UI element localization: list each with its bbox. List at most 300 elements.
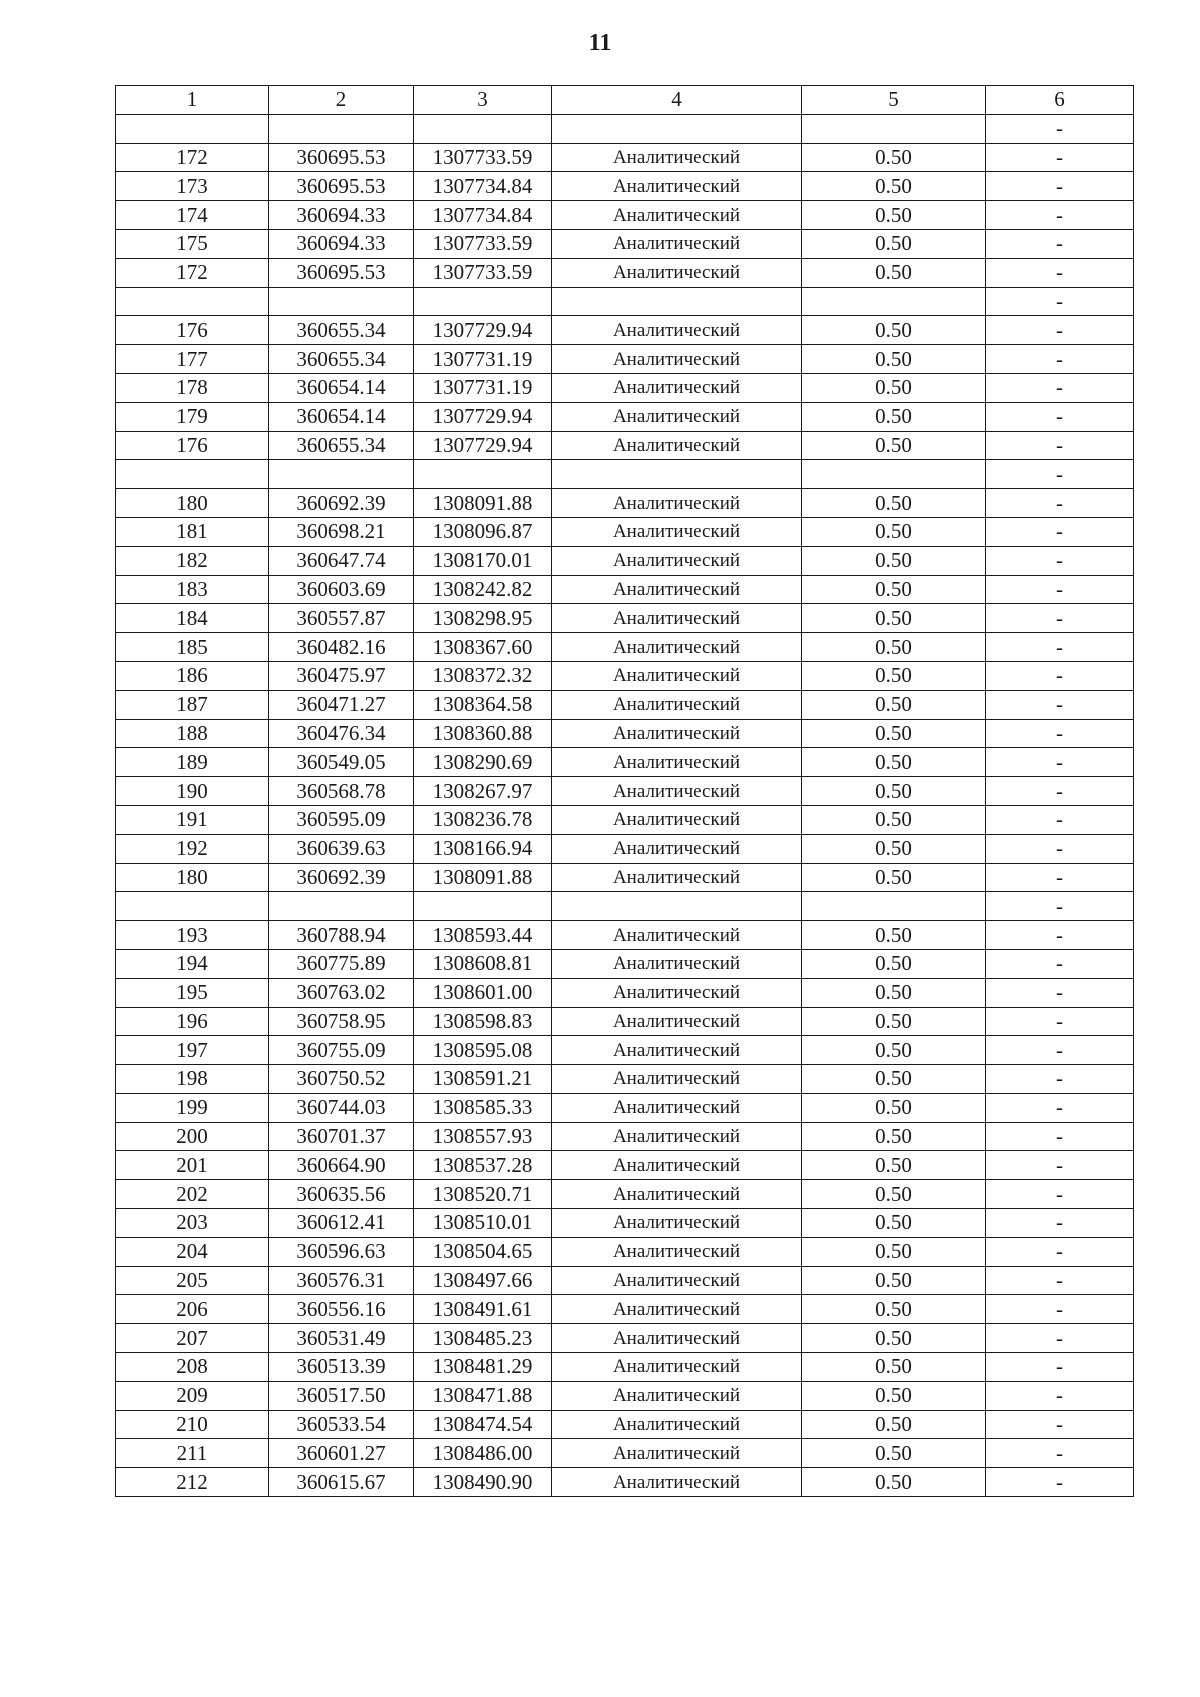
table-row bbox=[116, 690, 1134, 719]
table-row bbox=[116, 575, 1134, 604]
accuracy-cell bbox=[802, 287, 986, 316]
method-cell: Аналитический bbox=[552, 258, 802, 287]
table-row bbox=[116, 892, 1134, 921]
accuracy-cell: 0.50 bbox=[802, 402, 986, 431]
method-cell: Аналитический bbox=[552, 777, 802, 806]
method-cell: Аналитический bbox=[552, 748, 802, 777]
method-cell: Аналитический bbox=[552, 201, 802, 230]
table-row bbox=[116, 517, 1134, 546]
accuracy-cell: 0.50 bbox=[802, 1209, 986, 1238]
point-number-cell: 178 bbox=[116, 373, 269, 402]
accuracy-cell: 0.50 bbox=[802, 661, 986, 690]
x-coordinate-cell: 360531.49 bbox=[269, 1324, 414, 1353]
table-row bbox=[116, 1065, 1134, 1094]
description-cell: - bbox=[986, 604, 1134, 633]
method-cell: Аналитический bbox=[552, 1381, 802, 1410]
table-row bbox=[116, 114, 1134, 143]
description-cell: - bbox=[986, 431, 1134, 460]
table-row bbox=[116, 1209, 1134, 1238]
y-coordinate-cell: 1307731.19 bbox=[414, 373, 552, 402]
accuracy-cell: 0.50 bbox=[802, 1468, 986, 1497]
method-cell: Аналитический bbox=[552, 1439, 802, 1468]
y-coordinate-cell: 1308474.54 bbox=[414, 1410, 552, 1439]
accuracy-cell: 0.50 bbox=[802, 373, 986, 402]
y-coordinate-cell: 1308298.95 bbox=[414, 604, 552, 633]
description-cell: - bbox=[986, 892, 1134, 921]
x-coordinate-cell bbox=[269, 287, 414, 316]
x-coordinate-cell: 360654.14 bbox=[269, 373, 414, 402]
method-cell: Аналитический bbox=[552, 489, 802, 518]
method-cell: Аналитический bbox=[552, 949, 802, 978]
accuracy-cell: 0.50 bbox=[802, 1439, 986, 1468]
accuracy-cell: 0.50 bbox=[802, 690, 986, 719]
x-coordinate-cell: 360639.63 bbox=[269, 834, 414, 863]
accuracy-cell: 0.50 bbox=[802, 258, 986, 287]
x-coordinate-cell: 360612.41 bbox=[269, 1209, 414, 1238]
x-coordinate-cell: 360596.63 bbox=[269, 1237, 414, 1266]
table-row bbox=[116, 373, 1134, 402]
x-coordinate-cell: 360775.89 bbox=[269, 949, 414, 978]
method-cell: Аналитический bbox=[552, 1151, 802, 1180]
y-coordinate-cell: 1308166.94 bbox=[414, 834, 552, 863]
point-number-cell: 196 bbox=[116, 1007, 269, 1036]
y-coordinate-cell: 1308471.88 bbox=[414, 1381, 552, 1410]
accuracy-cell bbox=[802, 460, 986, 489]
point-number-cell: 200 bbox=[116, 1122, 269, 1151]
x-coordinate-cell: 360695.53 bbox=[269, 258, 414, 287]
table-row bbox=[116, 978, 1134, 1007]
point-number-cell: 172 bbox=[116, 143, 269, 172]
method-cell: Аналитический bbox=[552, 575, 802, 604]
accuracy-cell bbox=[802, 114, 986, 143]
description-cell: - bbox=[986, 1468, 1134, 1497]
accuracy-cell bbox=[802, 892, 986, 921]
table-row bbox=[116, 949, 1134, 978]
x-coordinate-cell: 360758.95 bbox=[269, 1007, 414, 1036]
y-coordinate-cell: 1308367.60 bbox=[414, 633, 552, 662]
point-number-cell: 191 bbox=[116, 805, 269, 834]
description-cell: - bbox=[986, 748, 1134, 777]
header-cell-col-4: 4 bbox=[552, 86, 802, 115]
point-number-cell: 209 bbox=[116, 1381, 269, 1410]
table-row bbox=[116, 1007, 1134, 1036]
x-coordinate-cell: 360603.69 bbox=[269, 575, 414, 604]
point-number-cell: 183 bbox=[116, 575, 269, 604]
description-cell: - bbox=[986, 1237, 1134, 1266]
point-number-cell: 185 bbox=[116, 633, 269, 662]
description-cell: - bbox=[986, 1151, 1134, 1180]
table-row bbox=[116, 1237, 1134, 1266]
x-coordinate-cell: 360655.34 bbox=[269, 316, 414, 345]
x-coordinate-cell: 360698.21 bbox=[269, 517, 414, 546]
y-coordinate-cell bbox=[414, 460, 552, 489]
accuracy-cell: 0.50 bbox=[802, 1036, 986, 1065]
accuracy-cell: 0.50 bbox=[802, 633, 986, 662]
method-cell: Аналитический bbox=[552, 402, 802, 431]
y-coordinate-cell: 1308497.66 bbox=[414, 1266, 552, 1295]
description-cell: - bbox=[986, 777, 1134, 806]
method-cell: Аналитический bbox=[552, 690, 802, 719]
description-cell: - bbox=[986, 949, 1134, 978]
accuracy-cell: 0.50 bbox=[802, 777, 986, 806]
y-coordinate-cell: 1308091.88 bbox=[414, 489, 552, 518]
y-coordinate-cell: 1308372.32 bbox=[414, 661, 552, 690]
accuracy-cell: 0.50 bbox=[802, 1353, 986, 1382]
accuracy-cell: 0.50 bbox=[802, 1151, 986, 1180]
x-coordinate-cell: 360595.09 bbox=[269, 805, 414, 834]
description-cell: - bbox=[986, 316, 1134, 345]
accuracy-cell: 0.50 bbox=[802, 229, 986, 258]
method-cell: Аналитический bbox=[552, 229, 802, 258]
point-number-cell bbox=[116, 460, 269, 489]
table-row bbox=[116, 1410, 1134, 1439]
description-cell: - bbox=[986, 1093, 1134, 1122]
table-row bbox=[116, 1036, 1134, 1065]
accuracy-cell: 0.50 bbox=[802, 1324, 986, 1353]
y-coordinate-cell: 1308557.93 bbox=[414, 1122, 552, 1151]
method-cell: Аналитический bbox=[552, 978, 802, 1007]
x-coordinate-cell: 360763.02 bbox=[269, 978, 414, 1007]
method-cell: Аналитический bbox=[552, 546, 802, 575]
point-number-cell bbox=[116, 287, 269, 316]
description-cell: - bbox=[986, 114, 1134, 143]
point-number-cell: 211 bbox=[116, 1439, 269, 1468]
accuracy-cell: 0.50 bbox=[802, 834, 986, 863]
method-cell: Аналитический bbox=[552, 921, 802, 950]
x-coordinate-cell bbox=[269, 892, 414, 921]
method-cell: Аналитический bbox=[552, 143, 802, 172]
point-number-cell: 206 bbox=[116, 1295, 269, 1324]
table-row bbox=[116, 805, 1134, 834]
table-row bbox=[116, 604, 1134, 633]
method-cell: Аналитический bbox=[552, 1209, 802, 1238]
description-cell: - bbox=[986, 1180, 1134, 1209]
x-coordinate-cell: 360476.34 bbox=[269, 719, 414, 748]
description-cell: - bbox=[986, 1209, 1134, 1238]
y-coordinate-cell: 1308491.61 bbox=[414, 1295, 552, 1324]
x-coordinate-cell: 360615.67 bbox=[269, 1468, 414, 1497]
table-row bbox=[116, 921, 1134, 950]
description-cell: - bbox=[986, 719, 1134, 748]
table-row bbox=[116, 1353, 1134, 1382]
x-coordinate-cell: 360471.27 bbox=[269, 690, 414, 719]
table-row bbox=[116, 316, 1134, 345]
description-cell: - bbox=[986, 546, 1134, 575]
x-coordinate-cell: 360664.90 bbox=[269, 1151, 414, 1180]
point-number-cell: 194 bbox=[116, 949, 269, 978]
point-number-cell: 197 bbox=[116, 1036, 269, 1065]
y-coordinate-cell: 1308593.44 bbox=[414, 921, 552, 950]
x-coordinate-cell: 360788.94 bbox=[269, 921, 414, 950]
x-coordinate-cell: 360694.33 bbox=[269, 229, 414, 258]
method-cell: Аналитический bbox=[552, 431, 802, 460]
description-cell: - bbox=[986, 258, 1134, 287]
table-row bbox=[116, 172, 1134, 201]
table-row bbox=[116, 1122, 1134, 1151]
x-coordinate-cell: 360655.34 bbox=[269, 345, 414, 374]
header-cell-col-6: 6 bbox=[986, 86, 1134, 115]
header-cell-col-1: 1 bbox=[116, 86, 269, 115]
table-row bbox=[116, 719, 1134, 748]
point-number-cell: 192 bbox=[116, 834, 269, 863]
x-coordinate-cell: 360601.27 bbox=[269, 1439, 414, 1468]
description-cell: - bbox=[986, 1381, 1134, 1410]
table-row bbox=[116, 1295, 1134, 1324]
y-coordinate-cell: 1308236.78 bbox=[414, 805, 552, 834]
method-cell: Аналитический bbox=[552, 373, 802, 402]
table-row bbox=[116, 143, 1134, 172]
accuracy-cell: 0.50 bbox=[802, 143, 986, 172]
table-row bbox=[116, 1324, 1134, 1353]
accuracy-cell: 0.50 bbox=[802, 949, 986, 978]
y-coordinate-cell: 1307731.19 bbox=[414, 345, 552, 374]
y-coordinate-cell: 1308510.01 bbox=[414, 1209, 552, 1238]
accuracy-cell: 0.50 bbox=[802, 921, 986, 950]
description-cell: - bbox=[986, 575, 1134, 604]
accuracy-cell: 0.50 bbox=[802, 1381, 986, 1410]
table-row bbox=[116, 1439, 1134, 1468]
description-cell: - bbox=[986, 1439, 1134, 1468]
y-coordinate-cell: 1308485.23 bbox=[414, 1324, 552, 1353]
method-cell: Аналитический bbox=[552, 1065, 802, 1094]
x-coordinate-cell: 360533.54 bbox=[269, 1410, 414, 1439]
table-row bbox=[116, 402, 1134, 431]
method-cell: Аналитический bbox=[552, 1180, 802, 1209]
table-row bbox=[116, 1093, 1134, 1122]
point-number-cell: 186 bbox=[116, 661, 269, 690]
x-coordinate-cell bbox=[269, 114, 414, 143]
method-cell: Аналитический bbox=[552, 316, 802, 345]
y-coordinate-cell: 1308360.88 bbox=[414, 719, 552, 748]
description-cell: - bbox=[986, 1295, 1134, 1324]
x-coordinate-cell: 360557.87 bbox=[269, 604, 414, 633]
y-coordinate-cell: 1308242.82 bbox=[414, 575, 552, 604]
header-cell-col-2: 2 bbox=[269, 86, 414, 115]
x-coordinate-cell bbox=[269, 460, 414, 489]
point-number-cell: 207 bbox=[116, 1324, 269, 1353]
point-number-cell: 205 bbox=[116, 1266, 269, 1295]
method-cell: Аналитический bbox=[552, 1410, 802, 1439]
table-row bbox=[116, 201, 1134, 230]
method-cell: Аналитический bbox=[552, 863, 802, 892]
y-coordinate-cell: 1308504.65 bbox=[414, 1237, 552, 1266]
description-cell: - bbox=[986, 172, 1134, 201]
accuracy-cell: 0.50 bbox=[802, 604, 986, 633]
accuracy-cell: 0.50 bbox=[802, 172, 986, 201]
x-coordinate-cell: 360576.31 bbox=[269, 1266, 414, 1295]
accuracy-cell: 0.50 bbox=[802, 431, 986, 460]
page-number: 11 bbox=[588, 30, 612, 56]
table-row bbox=[116, 1381, 1134, 1410]
y-coordinate-cell: 1308490.90 bbox=[414, 1468, 552, 1497]
table-row bbox=[116, 863, 1134, 892]
y-coordinate-cell: 1308486.00 bbox=[414, 1439, 552, 1468]
point-number-cell: 212 bbox=[116, 1468, 269, 1497]
y-coordinate-cell: 1308364.58 bbox=[414, 690, 552, 719]
point-number-cell: 184 bbox=[116, 604, 269, 633]
point-number-cell: 199 bbox=[116, 1093, 269, 1122]
table-row bbox=[116, 287, 1134, 316]
description-cell: - bbox=[986, 201, 1134, 230]
x-coordinate-cell: 360692.39 bbox=[269, 863, 414, 892]
y-coordinate-cell: 1308290.69 bbox=[414, 748, 552, 777]
accuracy-cell: 0.50 bbox=[802, 805, 986, 834]
point-number-cell: 180 bbox=[116, 489, 269, 518]
method-cell: Аналитический bbox=[552, 1353, 802, 1382]
description-cell: - bbox=[986, 460, 1134, 489]
point-number-cell: 210 bbox=[116, 1410, 269, 1439]
method-cell: Аналитический bbox=[552, 661, 802, 690]
point-number-cell: 188 bbox=[116, 719, 269, 748]
header-cell-col-5: 5 bbox=[802, 86, 986, 115]
table-row bbox=[116, 1180, 1134, 1209]
accuracy-cell: 0.50 bbox=[802, 1180, 986, 1209]
description-cell: - bbox=[986, 143, 1134, 172]
description-cell: - bbox=[986, 1324, 1134, 1353]
y-coordinate-cell: 1308267.97 bbox=[414, 777, 552, 806]
header-row bbox=[116, 86, 1134, 115]
x-coordinate-cell: 360655.34 bbox=[269, 431, 414, 460]
x-coordinate-cell: 360549.05 bbox=[269, 748, 414, 777]
accuracy-cell: 0.50 bbox=[802, 1007, 986, 1036]
description-cell: - bbox=[986, 1007, 1134, 1036]
x-coordinate-cell: 360755.09 bbox=[269, 1036, 414, 1065]
y-coordinate-cell: 1308601.00 bbox=[414, 978, 552, 1007]
method-cell: Аналитический bbox=[552, 1295, 802, 1324]
header-cell-col-3: 3 bbox=[414, 86, 552, 115]
y-coordinate-cell: 1308595.08 bbox=[414, 1036, 552, 1065]
accuracy-cell: 0.50 bbox=[802, 345, 986, 374]
accuracy-cell: 0.50 bbox=[802, 1237, 986, 1266]
method-cell: Аналитический bbox=[552, 805, 802, 834]
description-cell: - bbox=[986, 1353, 1134, 1382]
description-cell: - bbox=[986, 1065, 1134, 1094]
accuracy-cell: 0.50 bbox=[802, 863, 986, 892]
y-coordinate-cell bbox=[414, 287, 552, 316]
method-cell: Аналитический bbox=[552, 517, 802, 546]
table-row bbox=[116, 1266, 1134, 1295]
method-cell: Аналитический bbox=[552, 633, 802, 662]
description-cell: - bbox=[986, 1122, 1134, 1151]
accuracy-cell: 0.50 bbox=[802, 1410, 986, 1439]
x-coordinate-cell: 360513.39 bbox=[269, 1353, 414, 1382]
description-cell: - bbox=[986, 373, 1134, 402]
table-row bbox=[116, 345, 1134, 374]
method-cell: Аналитический bbox=[552, 1468, 802, 1497]
method-cell: Аналитический bbox=[552, 1324, 802, 1353]
table-body bbox=[116, 114, 1134, 1496]
point-number-cell: 193 bbox=[116, 921, 269, 950]
method-cell: Аналитический bbox=[552, 1122, 802, 1151]
x-coordinate-cell: 360556.16 bbox=[269, 1295, 414, 1324]
x-coordinate-cell: 360695.53 bbox=[269, 172, 414, 201]
y-coordinate-cell: 1308608.81 bbox=[414, 949, 552, 978]
point-number-cell: 203 bbox=[116, 1209, 269, 1238]
x-coordinate-cell: 360750.52 bbox=[269, 1065, 414, 1094]
description-cell: - bbox=[986, 402, 1134, 431]
accuracy-cell: 0.50 bbox=[802, 1266, 986, 1295]
y-coordinate-cell: 1308096.87 bbox=[414, 517, 552, 546]
point-number-cell: 181 bbox=[116, 517, 269, 546]
x-coordinate-cell: 360568.78 bbox=[269, 777, 414, 806]
x-coordinate-cell: 360701.37 bbox=[269, 1122, 414, 1151]
point-number-cell: 190 bbox=[116, 777, 269, 806]
accuracy-cell: 0.50 bbox=[802, 978, 986, 1007]
table-row bbox=[116, 661, 1134, 690]
y-coordinate-cell: 1308481.29 bbox=[414, 1353, 552, 1382]
accuracy-cell: 0.50 bbox=[802, 1093, 986, 1122]
x-coordinate-cell: 360517.50 bbox=[269, 1381, 414, 1410]
description-cell: - bbox=[986, 1410, 1134, 1439]
description-cell: - bbox=[986, 921, 1134, 950]
table-row bbox=[116, 748, 1134, 777]
table-row bbox=[116, 633, 1134, 662]
method-cell: Аналитический bbox=[552, 834, 802, 863]
accuracy-cell: 0.50 bbox=[802, 575, 986, 604]
x-coordinate-cell: 360635.56 bbox=[269, 1180, 414, 1209]
method-cell: Аналитический bbox=[552, 604, 802, 633]
x-coordinate-cell: 360694.33 bbox=[269, 201, 414, 230]
accuracy-cell: 0.50 bbox=[802, 201, 986, 230]
point-number-cell: 176 bbox=[116, 431, 269, 460]
method-cell bbox=[552, 892, 802, 921]
description-cell: - bbox=[986, 287, 1134, 316]
point-number-cell bbox=[116, 892, 269, 921]
x-coordinate-cell: 360654.14 bbox=[269, 402, 414, 431]
description-cell: - bbox=[986, 633, 1134, 662]
y-coordinate-cell: 1307733.59 bbox=[414, 143, 552, 172]
accuracy-cell: 0.50 bbox=[802, 517, 986, 546]
method-cell bbox=[552, 114, 802, 143]
point-number-cell: 189 bbox=[116, 748, 269, 777]
table-row bbox=[116, 834, 1134, 863]
point-number-cell: 172 bbox=[116, 258, 269, 287]
x-coordinate-cell: 360692.39 bbox=[269, 489, 414, 518]
table-row bbox=[116, 1151, 1134, 1180]
y-coordinate-cell: 1307729.94 bbox=[414, 316, 552, 345]
method-cell: Аналитический bbox=[552, 345, 802, 374]
table-header bbox=[116, 86, 1134, 115]
point-number-cell bbox=[116, 114, 269, 143]
point-number-cell: 182 bbox=[116, 546, 269, 575]
y-coordinate-cell: 1307729.94 bbox=[414, 402, 552, 431]
accuracy-cell: 0.50 bbox=[802, 1065, 986, 1094]
method-cell bbox=[552, 287, 802, 316]
method-cell: Аналитический bbox=[552, 1036, 802, 1065]
x-coordinate-cell: 360744.03 bbox=[269, 1093, 414, 1122]
description-cell: - bbox=[986, 690, 1134, 719]
point-number-cell: 173 bbox=[116, 172, 269, 201]
method-cell: Аналитический bbox=[552, 719, 802, 748]
y-coordinate-cell: 1307733.59 bbox=[414, 258, 552, 287]
point-number-cell: 176 bbox=[116, 316, 269, 345]
accuracy-cell: 0.50 bbox=[802, 546, 986, 575]
accuracy-cell: 0.50 bbox=[802, 719, 986, 748]
x-coordinate-cell: 360647.74 bbox=[269, 546, 414, 575]
x-coordinate-cell: 360475.97 bbox=[269, 661, 414, 690]
table-row bbox=[116, 258, 1134, 287]
accuracy-cell: 0.50 bbox=[802, 489, 986, 518]
accuracy-cell: 0.50 bbox=[802, 316, 986, 345]
y-coordinate-cell: 1308520.71 bbox=[414, 1180, 552, 1209]
accuracy-cell: 0.50 bbox=[802, 1295, 986, 1324]
y-coordinate-cell: 1308170.01 bbox=[414, 546, 552, 575]
table-row bbox=[116, 1468, 1134, 1497]
point-number-cell: 187 bbox=[116, 690, 269, 719]
y-coordinate-cell: 1308585.33 bbox=[414, 1093, 552, 1122]
description-cell: - bbox=[986, 805, 1134, 834]
point-number-cell: 198 bbox=[116, 1065, 269, 1094]
